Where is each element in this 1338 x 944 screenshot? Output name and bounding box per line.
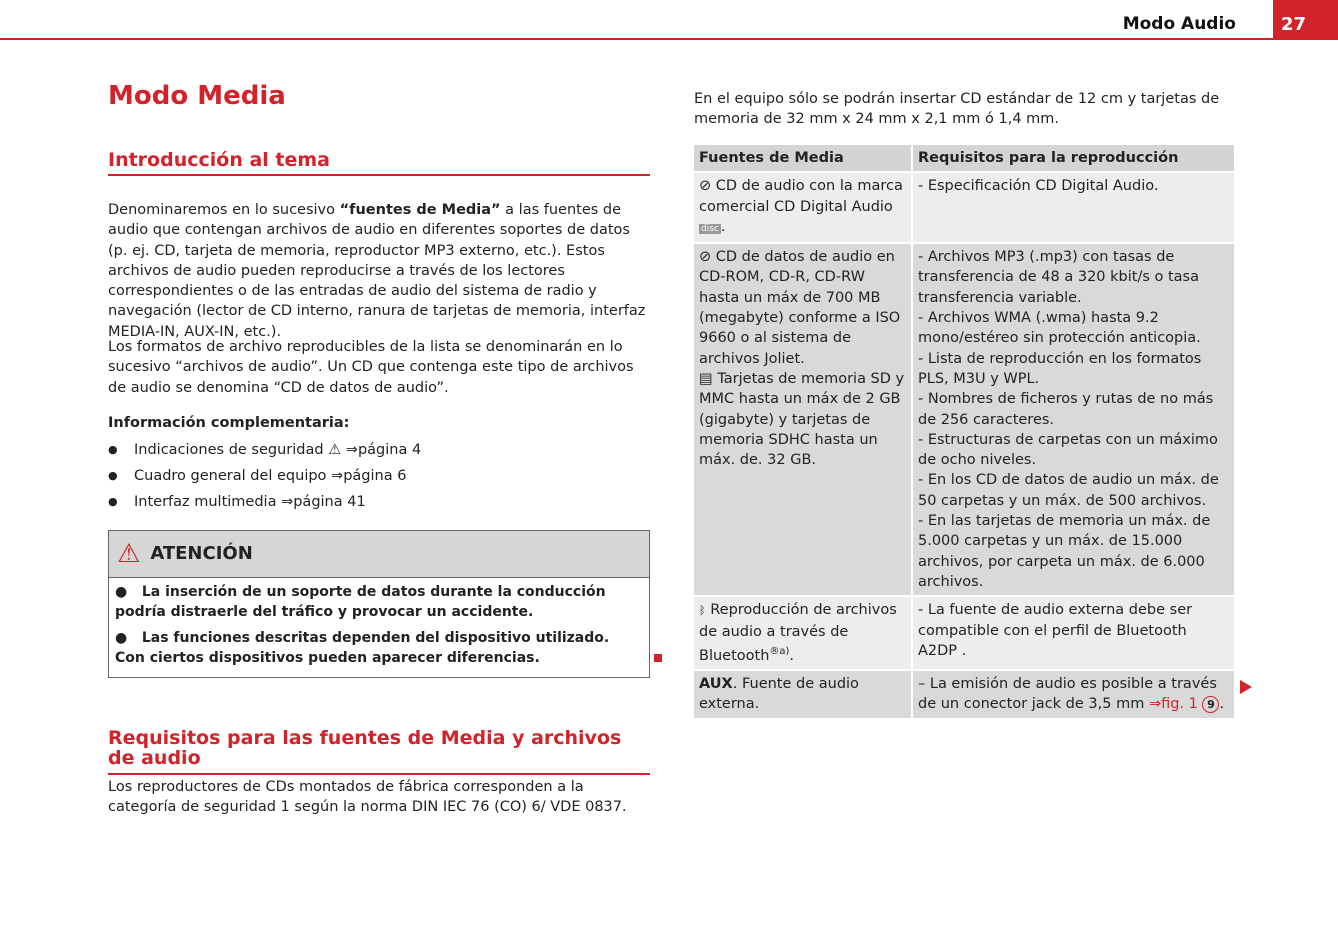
intro-heading: Introducción al tema xyxy=(108,150,650,176)
table-row: ⊘ CD de audio con la marca comercial CD Digital Audio disc . - Especificación CD Digital Audio. xyxy=(694,172,1235,243)
media-size-note: En el equipo sólo se podrán insertar CD estándar de 12 cm y tarjetas de memoria de 32 mm x 24 mm x 2,1 mm ó 1,4 mm. xyxy=(694,91,1220,128)
info-links xyxy=(108,440,421,518)
link-overview[interactable]: ● Cuadro general del equipo ⇒página 6 xyxy=(108,466,421,492)
table-row: AUX. Fuente de audio externa. – La emisión de audio es posible a través de un conector jack de 3,5 mm ⇒fig. 1 9 . xyxy=(694,670,1235,719)
warning-box xyxy=(108,530,650,678)
callout-number: 9 xyxy=(1202,696,1219,713)
warning-title: ATENCIÓN xyxy=(150,542,253,564)
requirements-heading: Requisitos para las fuentes de Media y archivos de audio xyxy=(108,728,650,775)
media-sources-table xyxy=(694,145,1236,720)
col-header-sources: Fuentes de Media xyxy=(694,145,912,172)
source-text: CD de audio con la marca comercial CD Digital Audio xyxy=(699,178,903,215)
cd-digital-audio-logo: disc xyxy=(701,223,719,234)
page-number: 27 xyxy=(1273,0,1338,38)
cd-icon: ⊘ xyxy=(699,249,712,266)
memory-card-icon: ▤ xyxy=(699,370,713,387)
link-multimedia[interactable]: ● Interfaz multimedia ⇒página 41 xyxy=(108,492,421,518)
table-row: ᛒ Reproducción de archivos de audio a través de Bluetooth$^{®a)}$. - La fuente de audio externa debe ser compatible con el perfil de Bluetooth A2DP . xyxy=(694,596,1235,670)
link-safety[interactable]: ● Indicaciones de seguridad ⚠ ⇒página 4 xyxy=(108,440,421,466)
section-end-marker xyxy=(654,654,662,662)
figure-link[interactable]: ⇒fig. 1 xyxy=(1148,696,1198,713)
warning-item: ● La inserción de un soporte de datos durante la conducción podría distraerle del tráfico y provocar un accidente. xyxy=(115,584,606,621)
intro-paragraph: Denominaremos en lo sucesivo “fuentes de Media” a las fuentes de audio que contengan archivos de audio en diferentes soportes de datos (p. ej. CD, tarjeta de memoria, reproductor MP3 externo, etc.). Estos archivos de audio pueden reproducirse a través de los lectores correspondientes o de las entradas de audio del sistema de radio y navegación (lector de CD interno, ranura de tarjetas de memoria, interfaz MEDIA-IN, AUX-IN, etc.). xyxy=(108,202,646,340)
col-header-requirements: Requisitos para la reproducción xyxy=(912,145,1235,172)
formats-paragraph: Los formatos de archivo reproducibles de la lista se denominarán en lo sucesivo “archivos de audio”. Un CD que contenga este tipo de archivos de audio se denomina “CD de datos de audio”. xyxy=(108,339,634,396)
warning-icon: ⚠ xyxy=(117,538,141,569)
header-section-title: Modo Audio xyxy=(1122,14,1236,34)
header-rule xyxy=(0,38,1338,40)
requirement-text: - La fuente de audio externa debe ser compatible con el perfil de Bluetooth A2DP . xyxy=(912,596,1235,670)
requirements-paragraph: Los reproductores de CDs montados de fábrica corresponden a la categoría de seguridad 1 según la norma DIN IEC 76 (CO) 6/ VDE 0837. xyxy=(108,779,627,816)
page-title: Modo Media xyxy=(108,81,286,111)
warning-item: ● Las funciones descritas dependen del dispositivo utilizado. Con ciertos dispositivos pueden aparecer diferencias. xyxy=(115,629,610,666)
continue-arrow-icon xyxy=(1240,680,1252,694)
table-row: ⊘ CD de datos de audio en CD-ROM, CD-R, CD-RW hasta un máx de 700 MB (megabyte) conforme a ISO 9660 o al sistema de archivos Joliet. ▤ Tarjetas de memoria SD y MMC hasta un máx de 2 GB (gigabyte) y tarjetas de memoria SDHC hasta un máx. de. 32 GB. - Archivos MP3 (.mp3) con tasas de transferencia de 48 a 320 kbit/s o tasa transferencia variable. - Archivos WMA (.wma) hasta 9.2 mono/estéreo sin protección anticopia. - Lista de reproducción en los formatos PLS, M3U y WPL. - Nombres de ficheros y rutas de no más de 256 caracteres. - Estructuras de carpetas con un máximo de ocho niveles. - En los CD de datos de audio un máx. de 50 carpetas y un máx. de 500 archivos. - En las tarjetas de memoria un máx. de 5.000 carpetas y un máx. de 15.000 archivos, por carpeta un máx. de 6.000 archivos. xyxy=(694,243,1235,596)
bluetooth-icon: ᛒ xyxy=(699,604,706,618)
cd-icon: ⊘ xyxy=(699,178,712,195)
info-label: Información complementaria: xyxy=(108,415,350,431)
requirement-text: - Especificación CD Digital Audio. xyxy=(912,172,1235,243)
